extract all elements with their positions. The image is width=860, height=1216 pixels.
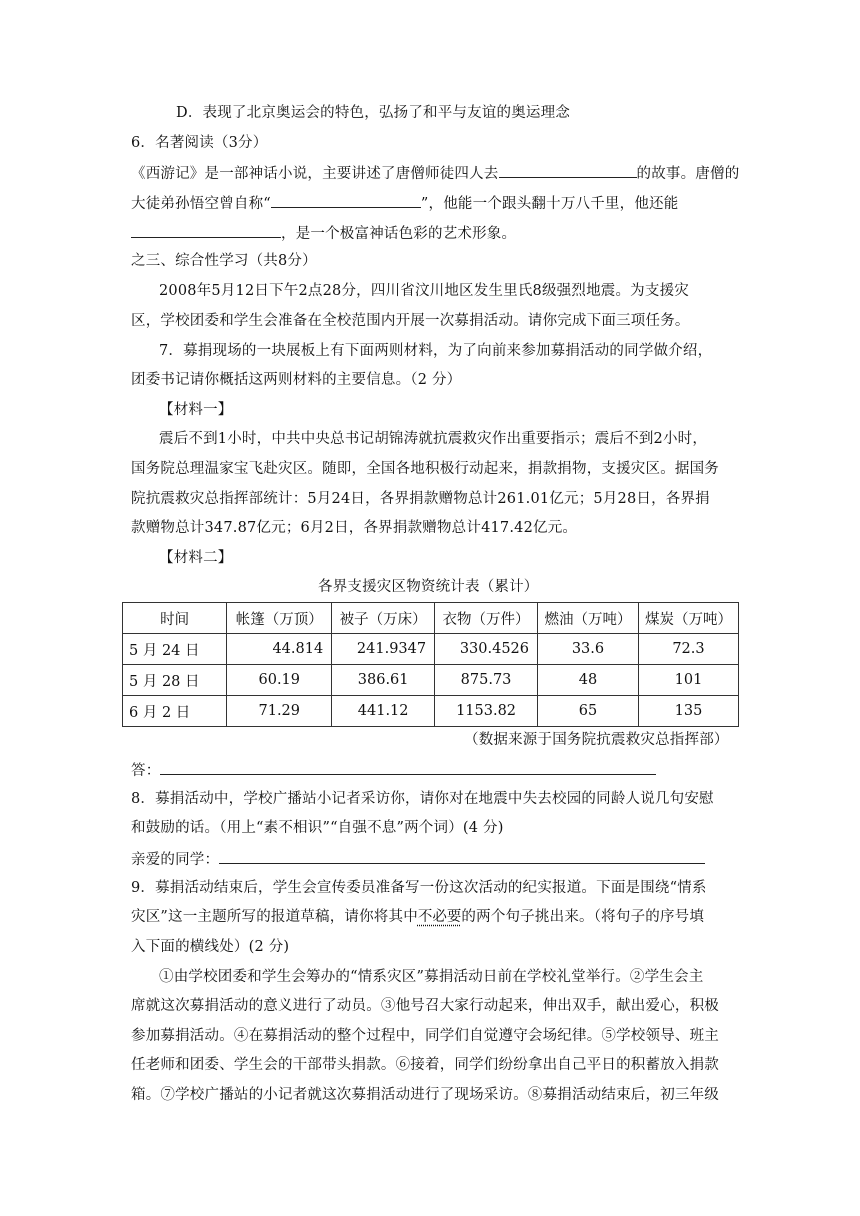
question-9-text-c: 的两个句子挑出来。（将句子的序号填 [461,909,705,925]
material-1-line-4: 款赠物总计347.87亿元；6月2日，各界捐款赠物总计417.42亿元。 [131,520,578,536]
table-cell: 60.19 [227,665,332,696]
table-header-cell: 被子（万床） [332,603,435,634]
table-header-cell: 燃油（万吨） [538,603,639,634]
question-5-option-d: D．表现了北京奥运会的特色，弘扬了和平与友谊的奥运理念 [176,105,571,121]
table-cell: 135 [638,696,738,727]
table-cell: 71.29 [227,696,332,727]
question-6-text-a: 《西游记》是一部神话小说，主要讲述了唐僧师徒四人去 [131,166,499,182]
table-row [123,634,739,665]
table-row [123,665,739,696]
table-header-cell: 时间 [123,603,227,634]
question-9-line-1: 9．募捐活动结束后，学生会宣传委员准备写一份这次活动的纪实报道。下面是围绕“情系 [131,880,707,896]
question-6-line-2 [131,192,678,214]
question-6-line-1 [131,162,739,184]
question-8-line-2: 和鼓励的话。（用上“素不相识”“自强不息”两个词）(4 分) [131,820,504,836]
question-6-title: 6．名著阅读（3分） [131,135,268,151]
table-cell: 33.6 [538,634,639,665]
table-source-note: （数据来源于国务院抗震救灾总指挥部） [464,732,729,748]
material-1-line-3: 院抗震救灾总指挥部统计：5月24日，各界捐款赠物总计261.01亿元；5月28日，各界捐 [131,491,710,507]
passage-line-4: 任老师和团委、学生会的干部带头捐款。⑥接着，同学们纷纷拿出自己平日的积蓄放入捐款 [131,1057,719,1073]
question-9-line-3: 入下面的横线处）(2 分) [131,939,290,955]
answer-label: 答： [131,763,161,779]
table-cell: 65 [538,696,639,727]
question-8-line-1: 8．募捐活动中，学校广播站小记者采访你，请你对在地震中失去校园的同龄人说几句安慰 [131,791,714,807]
table-cell: 72.3 [638,634,738,665]
question-6-text-d: ”，他能一个跟头翻十万八千里，他还能 [420,196,679,212]
greeting-label: 亲爱的同学： [131,852,220,868]
answer-blank[interactable] [160,759,656,775]
relief-supplies-table [122,602,739,727]
intro-line-2: 区，学校团委和学生会准备在全校范围内开展一次募捐活动。请你完成下面三项任务。 [131,313,690,329]
material-1-title: 【材料一】 [159,402,233,418]
passage-line-3: 参加募捐活动。④在募捐活动的整个过程中，同学们自觉遵守会场纪律。⑤学校领导、班主 [131,1028,719,1044]
table-header-cell: 帐篷（万顶） [227,603,332,634]
material-2-title: 【材料二】 [159,550,233,566]
answer-blank[interactable] [131,222,281,238]
table-cell: 101 [638,665,738,696]
table-title: 各界支援灾区物资统计表（累计） [318,579,539,595]
answer-blank[interactable] [219,848,705,864]
question-9-line-2 [131,907,704,927]
question-6-text-b: 的故事。唐僧的 [636,166,740,182]
answer-blank[interactable] [499,162,637,178]
table-cell: 1153.82 [435,696,538,727]
table-cell: 386.61 [332,665,435,696]
question-7-line-2: 团委书记请你概括这两则材料的主要信息。（2 分） [131,372,462,388]
question-7-line-1: 7．募捐现场的一块展板上有下面两则材料，为了向前来参加募捐活动的同学做介绍， [159,343,713,359]
table-cell: 241.9347 [332,634,435,665]
question-6-text-e: ，是一个极富神话色彩的艺术形象。 [281,226,517,242]
table-cell: 48 [538,665,639,696]
passage-line-2: 席就这次募捐活动的意义进行了动员。③他号召大家行动起来，伸出双手，献出爱心，积极 [131,998,719,1014]
table-header-cell: 煤炭（万吨） [638,603,738,634]
table-cell: 330.4526 [435,634,538,665]
table-cell: 441.12 [332,696,435,727]
question-6-line-3 [131,222,516,244]
question-8-line-3 [131,848,705,870]
answer-line [131,759,656,781]
table-cell: 44.814 [227,634,332,665]
section-3-heading: 之三、综合性学习（共8分） [131,253,317,269]
material-1-line-1: 震后不到1小时，中共中央总书记胡锦涛就抗震救灾作出重要指示；震后不到2小时， [159,431,708,447]
question-9-text-a: 灾区”这一主题所写的报道草稿，请你将其中 [131,909,418,925]
table-header-row [123,603,739,634]
table-row [123,696,739,727]
table-cell-date: 5 月 24 日 [123,634,227,665]
table-cell-date: 6 月 2 日 [123,696,227,727]
passage-line-5: 箱。⑦学校广播站的小记者就这次募捐活动进行了现场采访。⑧募捐活动结束后，初三年级 [131,1087,719,1103]
emphasized-text: 不必要 [417,909,462,925]
intro-line-1: 2008年5月12日下午2点28分，四川省汶川地区发生里氏8级强烈地震。为支援灾 [159,283,689,299]
passage-line-1: ①由学校团委和学生会筹办的“情系灾区”募捐活动日前在学校礼堂举行。②学生会主 [159,969,704,985]
table-header-cell: 衣物（万件） [435,603,538,634]
material-1-line-2: 国务院总理温家宝飞赴灾区。随即，全国各地积极行动起来，捐款捐物，支援灾区。据国务 [131,461,719,477]
question-6-text-c: 大徒弟孙悟空曾自称“ [131,196,271,212]
answer-blank[interactable] [271,192,421,208]
table-cell-date: 5 月 28 日 [123,665,227,696]
table-cell: 875.73 [435,665,538,696]
